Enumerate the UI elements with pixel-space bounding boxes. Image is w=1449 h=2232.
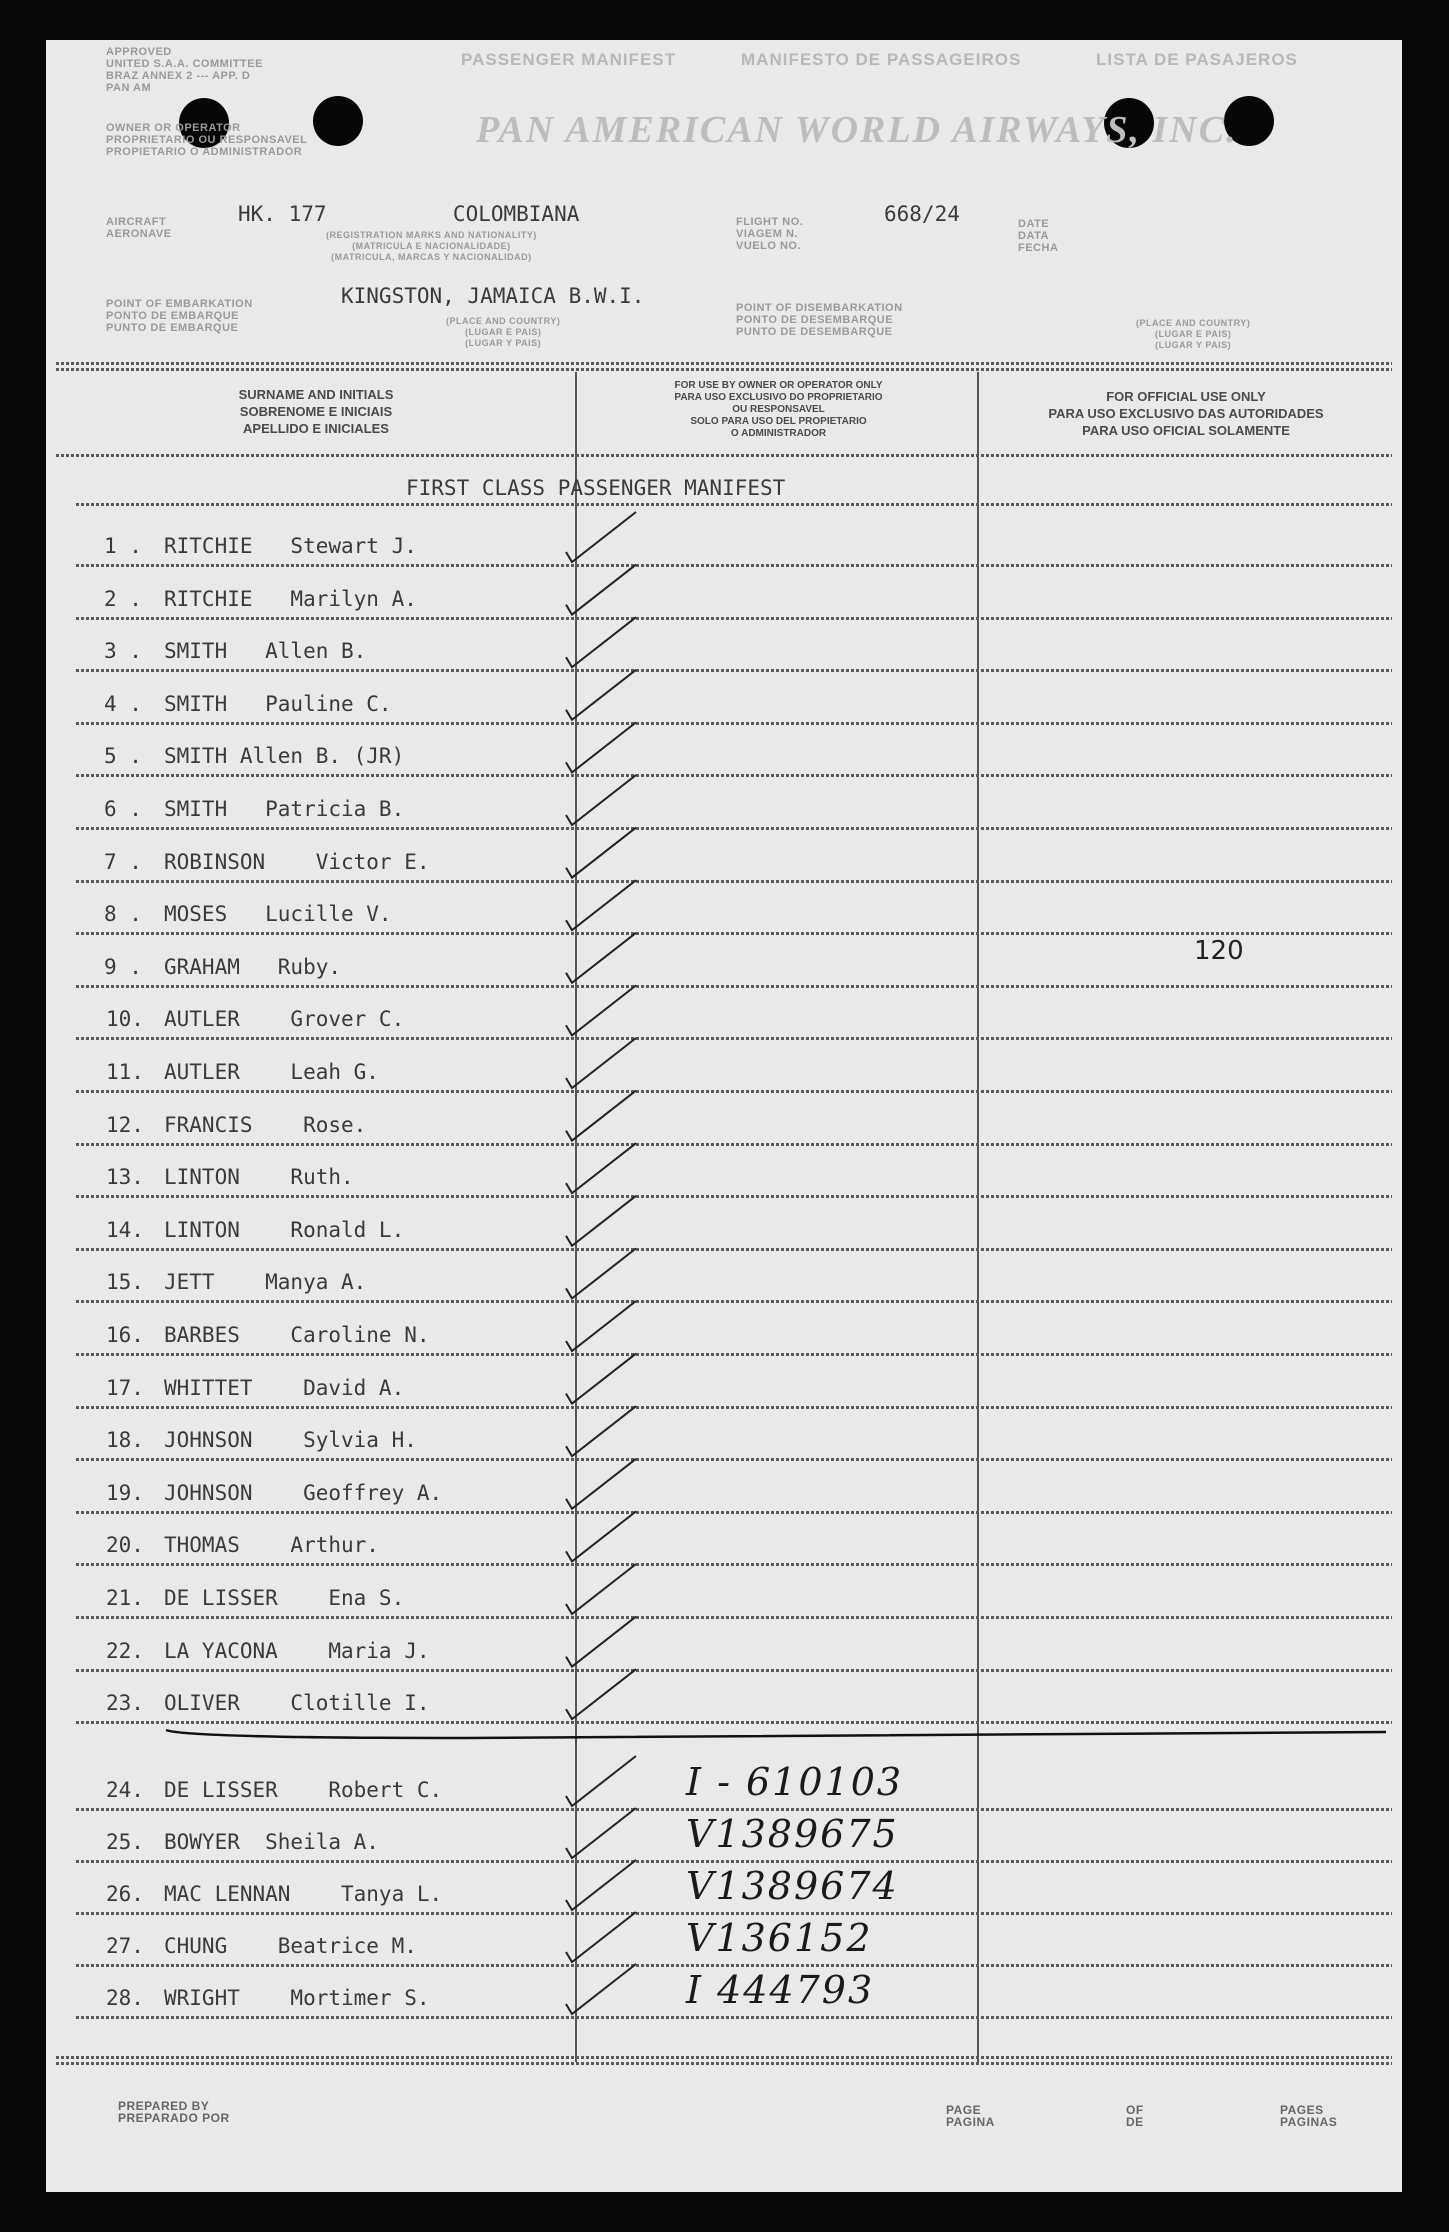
passenger-name: OLIVER Clotille I. [164, 1691, 430, 1716]
passenger-number: 16. [106, 1323, 144, 1347]
footer-rule [56, 2062, 1392, 2065]
passenger-number: 15. [106, 1270, 144, 1295]
embarkation-label: POINT OF EMBARKATION PONTO DE EMBARQUE PUNTO DE EMBARQUE [106, 298, 253, 334]
passenger-name: BOWYER Sheila A. [164, 1830, 379, 1854]
embarkation-value: KINGSTON, JAMAICA B.W.I. [341, 284, 645, 308]
passenger-number: 24. [106, 1778, 144, 1802]
passenger-name: AUTLER Leah G. [164, 1060, 379, 1084]
passenger-name: MOSES Lucille V. [164, 902, 392, 927]
passenger-number: 20. [106, 1533, 144, 1558]
passenger-number: 19. [106, 1480, 144, 1505]
passenger-name: SMITH Allen B. [164, 639, 367, 664]
airline-logo-text: PAN AMERICAN WORLD AIRWAYS, INC. [476, 109, 1238, 151]
official-use-note: 120 [1194, 936, 1244, 966]
passenger-number: 5 . [104, 744, 142, 769]
passenger-name: DE LISSER Robert C. [164, 1778, 443, 1802]
handwritten-document-number: V136152 [686, 1916, 873, 1960]
passenger-name: LA YACONA Maria J. [164, 1638, 430, 1663]
column-header-owner-use: FOR USE BY OWNER OR OPERATOR ONLY PARA USO EXCLUSIVO DO PROPRIETARIO OU RESPONSAVEL SOLO PARA USO DEL PROPIETARIO O ADMINISTRADOR [674, 380, 883, 439]
prepared-by-label: PREPARED BY PREPARADO POR [118, 2099, 230, 2125]
passenger-number: 11. [106, 1060, 144, 1084]
passenger-name: SMITH Allen B. (JR) [164, 744, 405, 769]
of-label: OF DE [1126, 2103, 1144, 2129]
passenger-number: 2 . [104, 586, 142, 611]
approval-line: BRAZ ANNEX 2 --- APP. D [106, 70, 251, 82]
manifest-page [46, 40, 1402, 2192]
passenger-number: 12. [106, 1112, 144, 1137]
passenger-name: LINTON Ronald L. [164, 1217, 405, 1242]
passenger-name: JOHNSON Geoffrey A. [164, 1480, 443, 1505]
passenger-name: WHITTET David A. [164, 1375, 405, 1400]
aircraft-value: HK. 177 COLOMBIANA [238, 202, 580, 226]
title-es: LISTA DE PASAJEROS [1096, 50, 1298, 69]
passenger-number: 25. [106, 1830, 144, 1854]
passenger-number: 27. [106, 1934, 144, 1958]
passenger-number: 28. [106, 1986, 144, 2010]
owner-line: OWNER OR OPERATOR [106, 122, 241, 134]
passenger-name: RITCHIE Stewart J. [164, 534, 417, 558]
owner-line: PROPIETARIO O ADMINISTRADOR [106, 146, 303, 158]
passenger-name: BARBES Caroline N. [164, 1323, 430, 1347]
handwritten-document-number: I 444793 [686, 1968, 875, 2012]
passenger-name: ROBINSON Victor E. [164, 849, 430, 874]
approval-line: APPROVED [106, 46, 172, 58]
passenger-name: LINTON Ruth. [164, 1165, 354, 1190]
footer-rule [56, 2056, 1392, 2059]
handwritten-document-number: V1389674 [686, 1864, 899, 1908]
disembarkation-sublabel: (PLACE AND COUNTRY) (LUGAR E PAIS) (LUGAR Y PAIS) [1136, 318, 1251, 350]
disembarkation-label: POINT OF DISEMBARKATION PONTO DE DESEMBARQUE PUNTO DE DESEMBARQUE [736, 302, 903, 338]
aircraft-sublabel: (REGISTRATION MARKS AND NATIONALITY) (MATRICULA E NACIONALIDADE) (MATRICULA, MARCAS Y NACIONALIDAD) [326, 230, 537, 262]
passenger-number: 4 . [104, 691, 142, 716]
approval-line: UNITED S.A.A. COMMITTEE [106, 58, 263, 70]
passenger-name: AUTLER Grover C. [164, 1007, 405, 1032]
passenger-name: RITCHIE Marilyn A. [164, 586, 417, 611]
pages-label: PAGES PAGINAS [1280, 2103, 1338, 2129]
passenger-number: 9 . [104, 954, 142, 979]
passenger-number: 13. [106, 1165, 144, 1190]
passenger-name: JETT Manya A. [164, 1270, 367, 1295]
title-en: PASSENGER MANIFEST [461, 50, 677, 69]
flight-label: FLIGHT NO. VIAGEM N. VUELO NO. [736, 216, 804, 252]
column-header-surname: SURNAME AND INITIALS SOBRENOME E INICIAIS APELLIDO E INICIALES [238, 387, 394, 436]
passenger-number: 17. [106, 1375, 144, 1400]
passenger-name: SMITH Patricia B. [164, 797, 405, 821]
column-header-official-use: FOR OFFICIAL USE ONLY PARA USO EXCLUSIVO DAS AUTORIDADES PARA USO OFICIAL SOLAMENTE [1048, 389, 1324, 438]
handwritten-separator [46, 40, 1402, 2192]
passenger-number: 6 . [104, 797, 142, 821]
passenger-number: 8 . [104, 902, 142, 927]
passenger-number: 18. [106, 1428, 144, 1453]
passenger-name: THOMAS Arthur. [164, 1533, 379, 1558]
owner-line: PROPRIETARIO OU RESPONSAVEL [106, 134, 308, 146]
approval-line: PAN AM [106, 82, 152, 94]
passenger-number: 23. [106, 1691, 144, 1716]
page-label: PAGE PAGINA [946, 2103, 995, 2129]
passenger-number: 22. [106, 1638, 144, 1663]
embarkation-sublabel: (PLACE AND COUNTRY) (LUGAR E PAIS) (LUGAR Y PAIS) [446, 316, 561, 348]
passenger-name: MAC LENNAN Tanya L. [164, 1882, 443, 1906]
passenger-name: GRAHAM Ruby. [164, 954, 342, 979]
passenger-number: 14. [106, 1217, 144, 1242]
passenger-name: DE LISSER Ena S. [164, 1586, 405, 1610]
passenger-name: SMITH Pauline C. [164, 691, 392, 716]
passenger-number: 21. [106, 1586, 144, 1610]
passenger-number: 3 . [104, 639, 142, 664]
passenger-number: 26. [106, 1882, 144, 1906]
aircraft-label: AIRCRAFT AERONAVE [106, 216, 172, 240]
passenger-number: 1 . [104, 534, 142, 558]
passenger-name: WRIGHT Mortimer S. [164, 1986, 430, 2010]
flight-value: 668/24 [884, 202, 960, 226]
handwritten-document-number: I - 610103 [686, 1760, 904, 1804]
passenger-name: JOHNSON Sylvia H. [164, 1428, 417, 1453]
passenger-number: 7 . [104, 849, 142, 874]
date-label: DATE DATA FECHA [1018, 218, 1059, 254]
passenger-name: CHUNG Beatrice M. [164, 1934, 417, 1958]
title-pt: MANIFESTO DE PASSAGEIROS [741, 50, 1022, 69]
passenger-number: 10. [106, 1007, 144, 1032]
section-title: FIRST CLASS PASSENGER MANIFEST [406, 476, 786, 500]
passenger-name: FRANCIS Rose. [164, 1112, 367, 1137]
handwritten-document-number: V1389675 [686, 1812, 899, 1856]
